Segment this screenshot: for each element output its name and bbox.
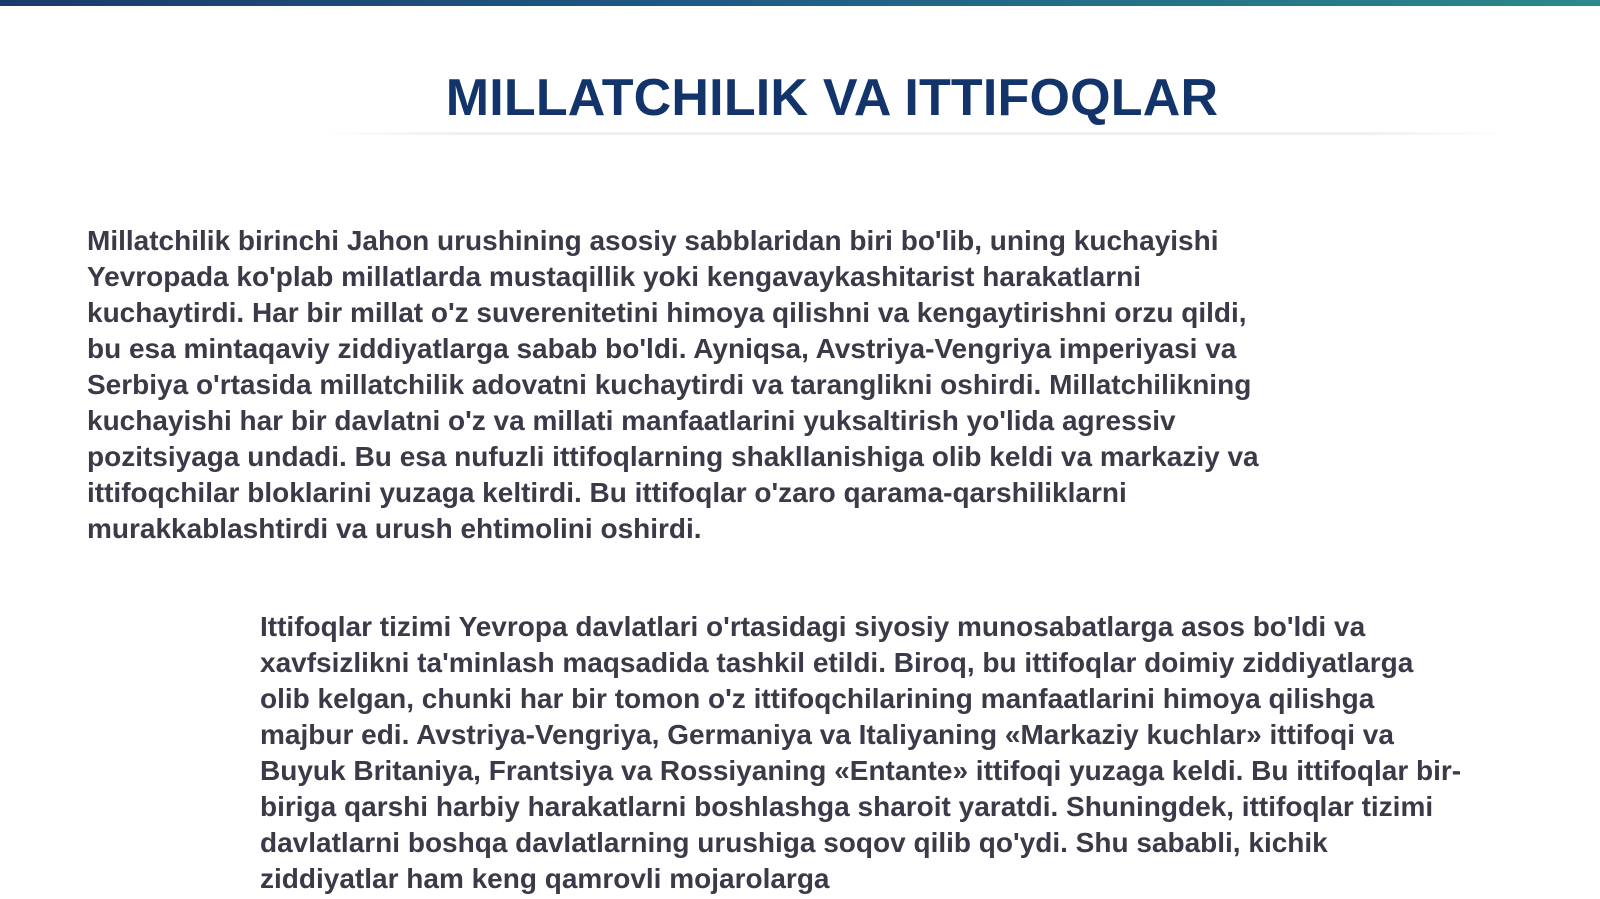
paragraph-alliances: Ittifoqlar tizimi Yevropa davlatlari o'rtasidagi siyosiy munosabatlarga asos bo'ldi va xavfsizlikni ta'minlash maqsadida tashkil etildi. Biroq, bu ittifoqlar doimiy ziddiyatlarga olib kelgan, chunki har bir tomon o'z ittifoqchilarining manfaatlarini himoya qilishga majbur edi. Avstriya-Vengriya, Germaniya va Italiyaning «Markaziy kuchlar» ittifoqi va Buyuk Britaniya, Frantsiya va Rossiyaning «Entante» ittifoqi yuzaga keldi. Bu ittifoqlar bir-biriga qarshi harbiy harakatlarni boshlashga sharoit yaratdi. Shuningdek, ittifoqlar tizimi davlatlarni boshqa davlatlarning urushiga soqov qilib qo'ydi. Shu sababli, kichik ziddiyatlar ham keng qamrovli mojarolarga: [260, 611, 1462, 894]
paragraph-nationalism: Millatchilik birinchi Jahon urushining asosiy sabblaridan biri bo'lib, uning kuchayishi Yevropada ko'plab millatlarda mustaqillik yoki kengavaykashitarist harakatlarni kuchaytirdi. Har bir millat o'z suverenitetini himoya qilishni va kengaytirishni orzu qildi, bu esa mintaqaviy ziddiyatlarga sabab bo'ldi. Ayniqsa, Avstriya-Vengriya imperiyasi va Serbiya o'rtasida millatchilik adovatni kuchaytirdi va taranglikni oshirdi. Millatchilikning kuchayishi har bir davlatni o'z va millati manfaatlarini yuksaltirish yo'lida agressiv pozitsiyaga undadi. Bu esa nufuzli ittifoqlarning shakllanishiga olib keldi va markaziy va ittifoqchilar bloklarini yuzaga keltirdi. Bu ittifoqlar o'zaro qarama-qarshiliklarni murakkablashtirdi va urush ehtimolini oshirdi.: [87, 225, 1259, 544]
slide-title: MILLATCHILIK VA ITTIFOQLAR: [445, 69, 1219, 127]
title-divider: [318, 132, 1508, 135]
top-accent-bar: [0, 0, 1600, 6]
